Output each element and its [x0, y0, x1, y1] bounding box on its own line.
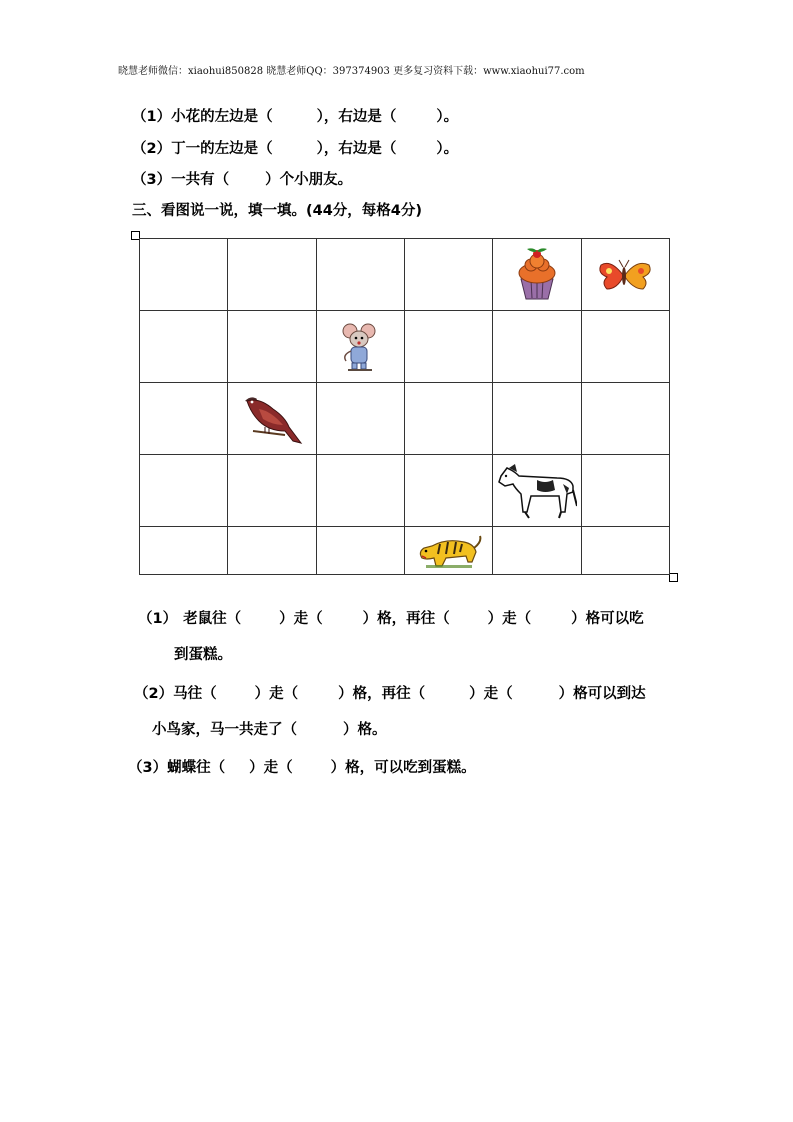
grid-cell	[493, 527, 581, 575]
grid-cell	[581, 311, 669, 383]
question-number: （1）	[138, 611, 178, 627]
animal-grid	[139, 238, 670, 575]
grid-cell	[228, 383, 316, 455]
question-text: 小鸟家，马一共走了（	[152, 722, 297, 738]
grid-cell	[140, 383, 228, 455]
question-text: ）。	[436, 109, 459, 125]
question-text: ）。	[436, 141, 459, 157]
question-number: （1）	[132, 109, 172, 125]
grid-cell	[140, 239, 228, 311]
question-number: （3）	[132, 172, 172, 188]
question-text: ）走（	[254, 686, 299, 702]
grid-cell	[404, 383, 492, 455]
question-text: 老鼠往（	[183, 611, 242, 627]
grid-cell	[404, 311, 492, 383]
grid-cell	[228, 239, 316, 311]
question-text: ）格，再往（	[338, 686, 426, 702]
grid-cell	[228, 527, 316, 575]
tiger-icon	[416, 532, 482, 570]
question-3-2-cont	[152, 718, 387, 739]
question-text: ）格。	[343, 722, 387, 738]
question-text: ）格，再往（	[362, 611, 450, 627]
grid-cell	[316, 311, 404, 383]
question-text: 一共有（	[171, 172, 230, 188]
bird-icon	[239, 391, 305, 447]
grid-cell	[316, 527, 404, 575]
page-header: 晓慧老师微信：xiaohui850828 晓慧老师QQ：397374903 更多复习资料下载：www.xiaohui77.com	[118, 66, 585, 77]
cake-icon	[511, 247, 563, 303]
question-text: ）格，可以吃到蛋糕。	[330, 760, 476, 776]
mouse-icon	[338, 321, 382, 373]
grid-cell	[140, 455, 228, 527]
grid-cell	[581, 239, 669, 311]
horse-icon	[497, 462, 577, 520]
grid-cell	[316, 383, 404, 455]
question-text: ）格可以吃	[571, 611, 644, 627]
question-text: ）走（	[279, 611, 323, 627]
table-resize-icon[interactable]	[669, 573, 678, 582]
grid-cell	[404, 527, 492, 575]
question-text: ）走（	[469, 686, 513, 702]
question-number: （3）	[128, 760, 168, 776]
question-text: 马往（	[173, 686, 217, 702]
butterfly-icon	[597, 257, 653, 293]
question-text: ）个小朋友。	[265, 172, 353, 188]
question-2-1	[132, 105, 458, 126]
grid-cell	[140, 311, 228, 383]
question-3-1-cont: 到蛋糕。	[174, 647, 232, 663]
grid-cell	[581, 383, 669, 455]
question-2-2	[132, 137, 458, 158]
section-3-title: 三、看图说一说，填一填。(44分，每格4分)	[132, 203, 423, 219]
grid-cell	[228, 311, 316, 383]
question-text: ），右边是（	[316, 141, 397, 157]
question-text: 丁一的左边是（	[171, 141, 273, 157]
grid-cell	[581, 527, 669, 575]
grid-cell	[228, 455, 316, 527]
grid-cell	[404, 239, 492, 311]
grid-cell	[493, 455, 581, 527]
question-2-3	[132, 168, 352, 189]
question-3-3	[128, 756, 476, 777]
question-number: （2）	[132, 141, 172, 157]
question-3-1	[138, 607, 644, 628]
question-text: ），右边是（	[316, 109, 397, 125]
grid-cell	[493, 383, 581, 455]
question-3-2	[134, 682, 646, 703]
grid-cell	[581, 455, 669, 527]
question-text: 小花的左边是（	[171, 109, 273, 125]
grid-cell	[140, 527, 228, 575]
grid-cell	[404, 455, 492, 527]
grid-cell	[316, 239, 404, 311]
question-text: ）格可以到达	[558, 686, 646, 702]
question-text: ）走（	[487, 611, 532, 627]
question-number: （2）	[134, 686, 174, 702]
question-text: 蝴蝶往（	[167, 760, 226, 776]
question-text: ）走（	[249, 760, 293, 776]
grid-cell	[493, 311, 581, 383]
grid-cell	[493, 239, 581, 311]
grid-cell	[316, 455, 404, 527]
